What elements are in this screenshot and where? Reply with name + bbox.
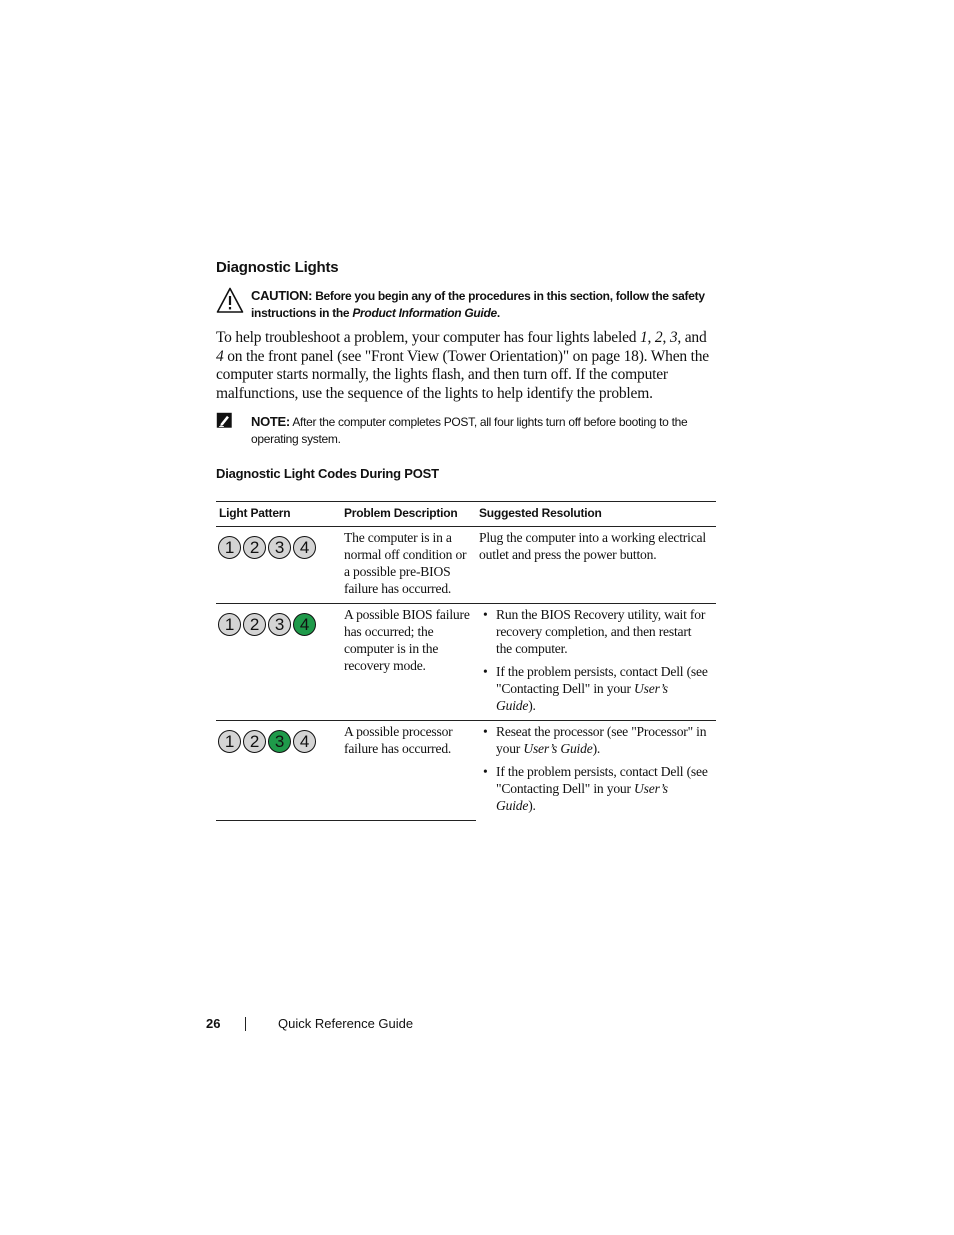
caution-body: Before you begin any of the procedures in this section, follow the safety instructions in the (251, 289, 705, 320)
suggested-resolution (476, 721, 716, 821)
caution-end: . (496, 306, 500, 320)
table-row (216, 604, 716, 721)
light-1-indicator: 1 (218, 613, 241, 636)
light-pattern-cell (216, 604, 341, 721)
note-text (251, 413, 716, 448)
intro-sep: , (662, 329, 670, 346)
light-codes-table (216, 501, 716, 821)
resolution-item: • Run the BIOS Recovery utility, wait for recovery completion, and then restart the computer. (479, 606, 710, 657)
problem-description: A possible BIOS failure has occurred; the computer is in the recovery mode. (341, 604, 476, 721)
caution-notice (216, 287, 716, 322)
resolution-text: Reseat the processor (see "Processor" in your (496, 724, 707, 756)
suggested-resolution (476, 604, 716, 721)
intro-light-1: 1 (639, 329, 648, 346)
header-light-pattern: Light Pattern (216, 502, 341, 527)
light-1-indicator: 1 (218, 536, 241, 559)
resolution-item (479, 723, 710, 757)
resolution-list (479, 723, 710, 814)
warning-triangle-icon (216, 287, 244, 315)
intro-light-4: 4 (216, 347, 224, 365)
light-3-indicator: 3 (268, 613, 291, 636)
caution-label: CAUTION: (251, 288, 313, 303)
resolution-text: If the problem persists, contact Dell (see "Contacting Dell" in your (496, 764, 708, 796)
resolution-item (479, 663, 710, 714)
light-pattern-cell (216, 527, 341, 604)
intro-light-2: 2 (654, 329, 663, 346)
light-4-indicator: 4 (293, 536, 316, 559)
suggested-resolution: Plug the computer into a working electrical outlet and press the power button. (476, 527, 716, 604)
intro-sep: , (647, 329, 655, 346)
footer-divider (245, 1017, 246, 1031)
intro-paragraph (216, 329, 716, 404)
light-1-indicator: 1 (218, 730, 241, 753)
problem-description: The computer is in a normal off condition or a possible pre-BIOS failure has occurred. (341, 527, 476, 604)
resolution-text: If the problem persists, contact Dell (see "Contacting Dell" in your (496, 664, 708, 696)
note-label: NOTE: (251, 414, 290, 429)
note-notice (216, 413, 716, 448)
light-4-indicator: 4 (293, 730, 316, 753)
light-2-indicator: 2 (243, 536, 266, 559)
caution-text (251, 287, 716, 322)
note-pencil-icon (216, 412, 238, 434)
intro-text: To help troubleshoot a problem, your computer has four lights labeled (216, 329, 640, 346)
resolution-list (479, 606, 710, 714)
intro-light-3: 3 (669, 329, 678, 346)
light-pattern-cell (216, 721, 341, 821)
table-row (216, 721, 716, 821)
users-guide-title: User’s Guide (496, 781, 668, 813)
users-guide-title: User’s Guide (523, 741, 593, 756)
header-suggested-resolution: Suggested Resolution (476, 502, 716, 527)
light-2-indicator: 2 (243, 730, 266, 753)
problem-description: A possible processor failure has occurred. (341, 721, 476, 821)
page-number: 26 (206, 1016, 221, 1031)
table-title: Diagnostic Light Codes During POST (216, 466, 439, 481)
resolution-text-end: ). (528, 798, 536, 813)
header-problem-description: Problem Description (341, 502, 476, 527)
light-3-indicator: 3 (268, 536, 291, 559)
light-2-indicator: 2 (243, 613, 266, 636)
resolution-text-end: ). (528, 698, 536, 713)
intro-sep: , and (677, 329, 707, 346)
caution-doc-title: Product Information Guide (352, 306, 497, 320)
table-header-row (216, 502, 716, 527)
light-4-indicator: 4 (293, 613, 316, 636)
table-row (216, 527, 716, 604)
light-pattern (218, 730, 335, 753)
light-pattern (218, 613, 335, 636)
light-pattern (218, 536, 335, 559)
section-title: Diagnostic Lights (216, 259, 339, 276)
note-body: After the computer completes POST, all four lights turn off before booting to the operating system. (251, 415, 688, 446)
resolution-text-end: ). (592, 741, 601, 756)
intro-text-end: on the front panel (see "Front View (Tower Orientation)" on page 18). When the computer starts normally, the lights flash, and then turn off. If the computer malfunctions, use the sequence of the lights to help identify the problem. (216, 347, 709, 403)
resolution-item (479, 763, 710, 814)
light-3-indicator: 3 (268, 730, 291, 753)
guide-title: Quick Reference Guide (278, 1016, 414, 1031)
users-guide-title: User’s Guide (496, 681, 668, 713)
